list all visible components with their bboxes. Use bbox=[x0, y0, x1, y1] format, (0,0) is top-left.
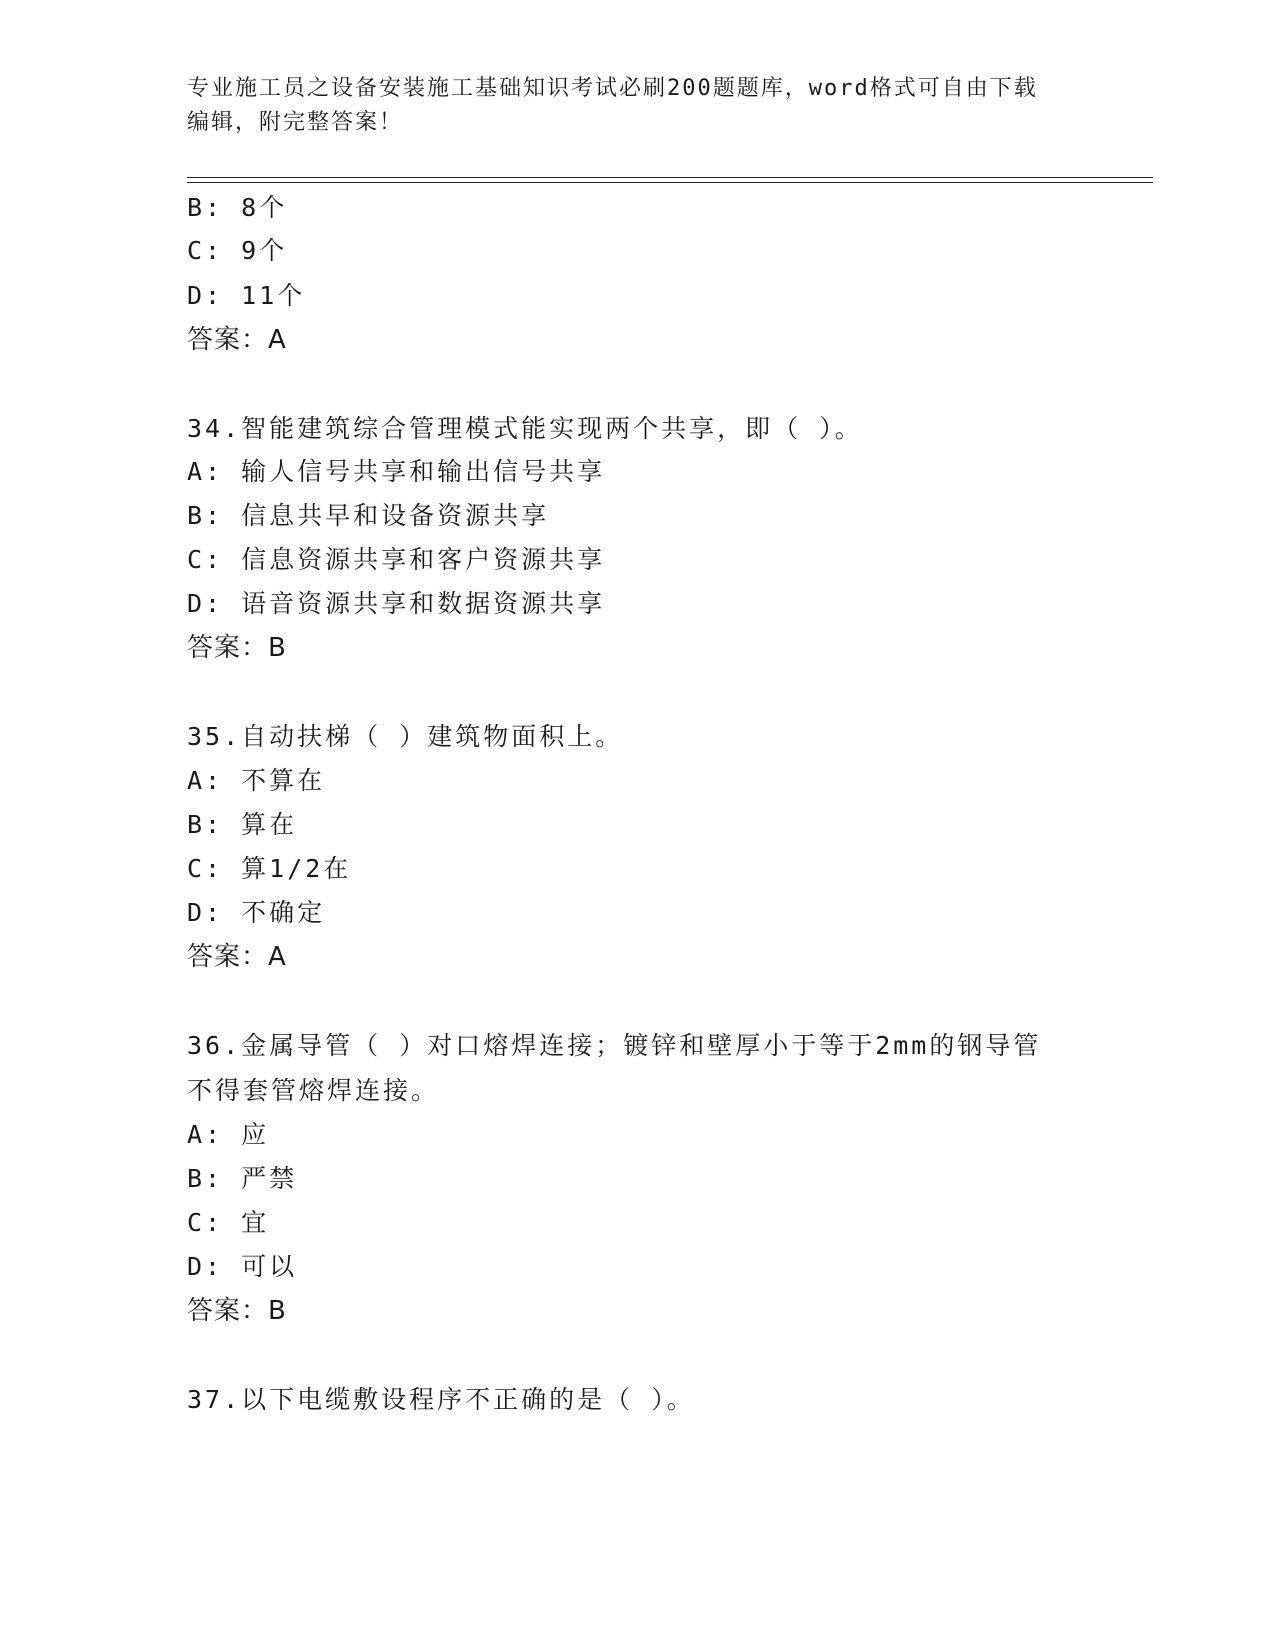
q34-option-c: C: 信息资源共享和客户资源共享 bbox=[187, 545, 606, 574]
header-divider-bottom bbox=[187, 182, 1153, 183]
q35-option-a: A: 不算在 bbox=[187, 766, 326, 795]
q36-option-b: B: 严禁 bbox=[187, 1164, 298, 1193]
q36-option-c: C: 宜 bbox=[187, 1208, 270, 1237]
prev-option-b: B: 8个 bbox=[187, 193, 288, 222]
q34-option-d: D: 语音资源共享和数据资源共享 bbox=[187, 589, 606, 618]
q34-answer: 答案：B bbox=[187, 633, 287, 663]
q36-answer: 答案：B bbox=[187, 1296, 287, 1326]
header-divider-top bbox=[187, 177, 1153, 178]
q34-stem: 34.智能建筑综合管理模式能实现两个共享，即（ ）。 bbox=[187, 414, 863, 443]
header-title-line-1: 专业施工员之设备安装施工基础知识考试必刷200题题库，word格式可自由下载 bbox=[187, 76, 1038, 101]
q36-stem-line-1: 36.金属导管（ ）对口熔焊连接；镀锌和壁厚小于等于2mm的钢导管 bbox=[187, 1031, 1042, 1060]
q35-option-c: C: 算1/2在 bbox=[187, 854, 352, 883]
q36-option-a: A: 应 bbox=[187, 1120, 270, 1149]
document-header bbox=[187, 72, 1067, 140]
prev-answer: 答案：A bbox=[187, 325, 287, 355]
q35-answer: 答案：A bbox=[187, 942, 287, 972]
prev-option-c: C: 9个 bbox=[187, 236, 288, 265]
q36-option-d: D: 可以 bbox=[187, 1252, 298, 1281]
q35-option-d: D: 不确定 bbox=[187, 898, 326, 927]
q35-stem: 35.自动扶梯（ ）建筑物面积上。 bbox=[187, 722, 624, 751]
q34-option-b: B: 信息共早和设备资源共享 bbox=[187, 501, 550, 530]
q36-stem-line-2: 不得套管熔焊连接。 bbox=[187, 1076, 440, 1105]
q34-option-a: A: 输人信号共享和输出信号共享 bbox=[187, 457, 606, 486]
header-title-line-2: 编辑，附完整答案！ bbox=[187, 110, 404, 135]
q37-stem: 37.以下电缆敷设程序不正确的是（ ）。 bbox=[187, 1385, 695, 1414]
q35-option-b: B: 算在 bbox=[187, 810, 298, 839]
prev-option-d: D: 11个 bbox=[187, 281, 306, 310]
